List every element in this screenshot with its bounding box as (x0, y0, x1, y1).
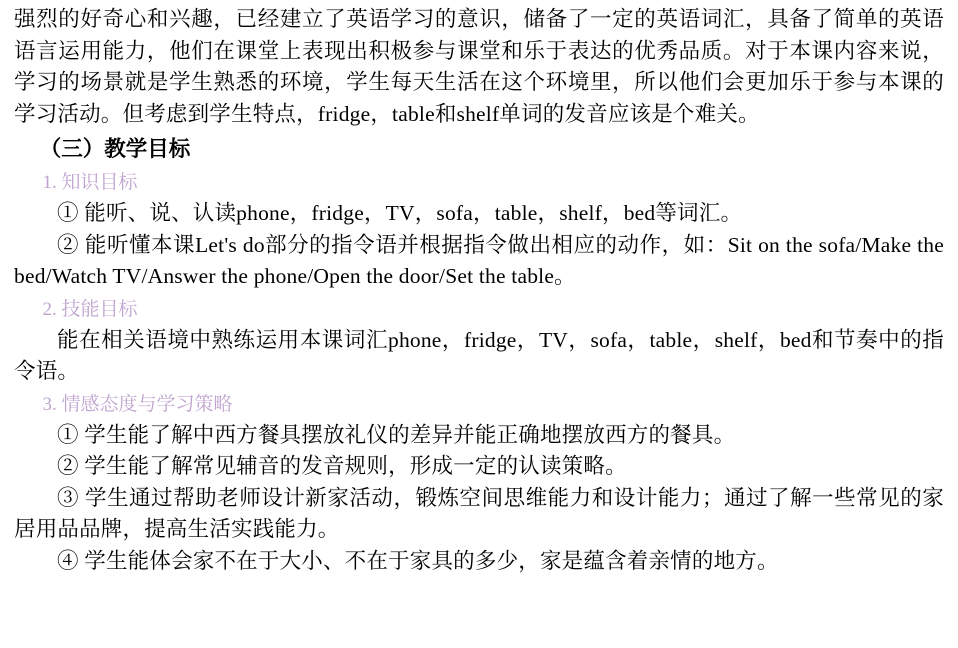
list-item-affective-4: ④ 学生能体会家不在于大小、不在于家具的多少，家是蕴含着亲情的地方。 (57, 548, 779, 573)
list-item-affective-3: ③ 学生通过帮助老师设计新家活动，锻炼空间思维能力和设计能力；通过了解一些常见的家居用品品牌，提高生活实践能力。 (14, 485, 944, 541)
list-item-affective-2: ② 学生能了解常见辅音的发音规则，形成一定的认读策略。 (57, 454, 627, 478)
subheading-knowledge-objectives: 1. 知识目标 (42, 172, 138, 193)
list-item-affective-1: ① 学生能了解中西方餐具摆放礼仪的差异并能正确地摆放西方的餐具。 (57, 422, 736, 447)
list-item-knowledge-1: ① 能听、说、认读phone，fridge，TV，sofa，table，shelf，bed等词汇。 (57, 201, 743, 225)
section-heading-teaching-objectives: （三）教学目标 (39, 137, 191, 161)
subheading-affective-attitude-objectives: 3. 情感态度与学习策略 (42, 393, 233, 415)
list-item-skill-1: 能在相关语境中熟练运用本课词汇phone，fridge，TV，sofa，table，shelf，bed和节奏中的指令语。 (14, 327, 944, 383)
list-item-knowledge-2: ② 能听懂本课Let's do部分的指令语并根据指令做出相应的动作，如：Sit on the sofa/Make the bed/Watch TV/Answer the phone/Open the door/Set the table。 (14, 232, 944, 288)
paragraph-intro: 强烈的好奇心和兴趣，已经建立了英语学习的意识，储备了一定的英语词汇，具备了简单的英语语言运用能力，他们在课堂上表现出积极参与课堂和乐于表达的优秀品质。对于本课内容来说，学习的场景就是学生熟悉的环境，学生每天生活在这个环境里，所以他们会更加乐于参与本课的学习活动。但考虑到学生特点，fridge，table和shelf单词的发音应该是个难关。 (14, 7, 944, 126)
subheading-skill-objectives: 2. 技能目标 (42, 298, 138, 320)
